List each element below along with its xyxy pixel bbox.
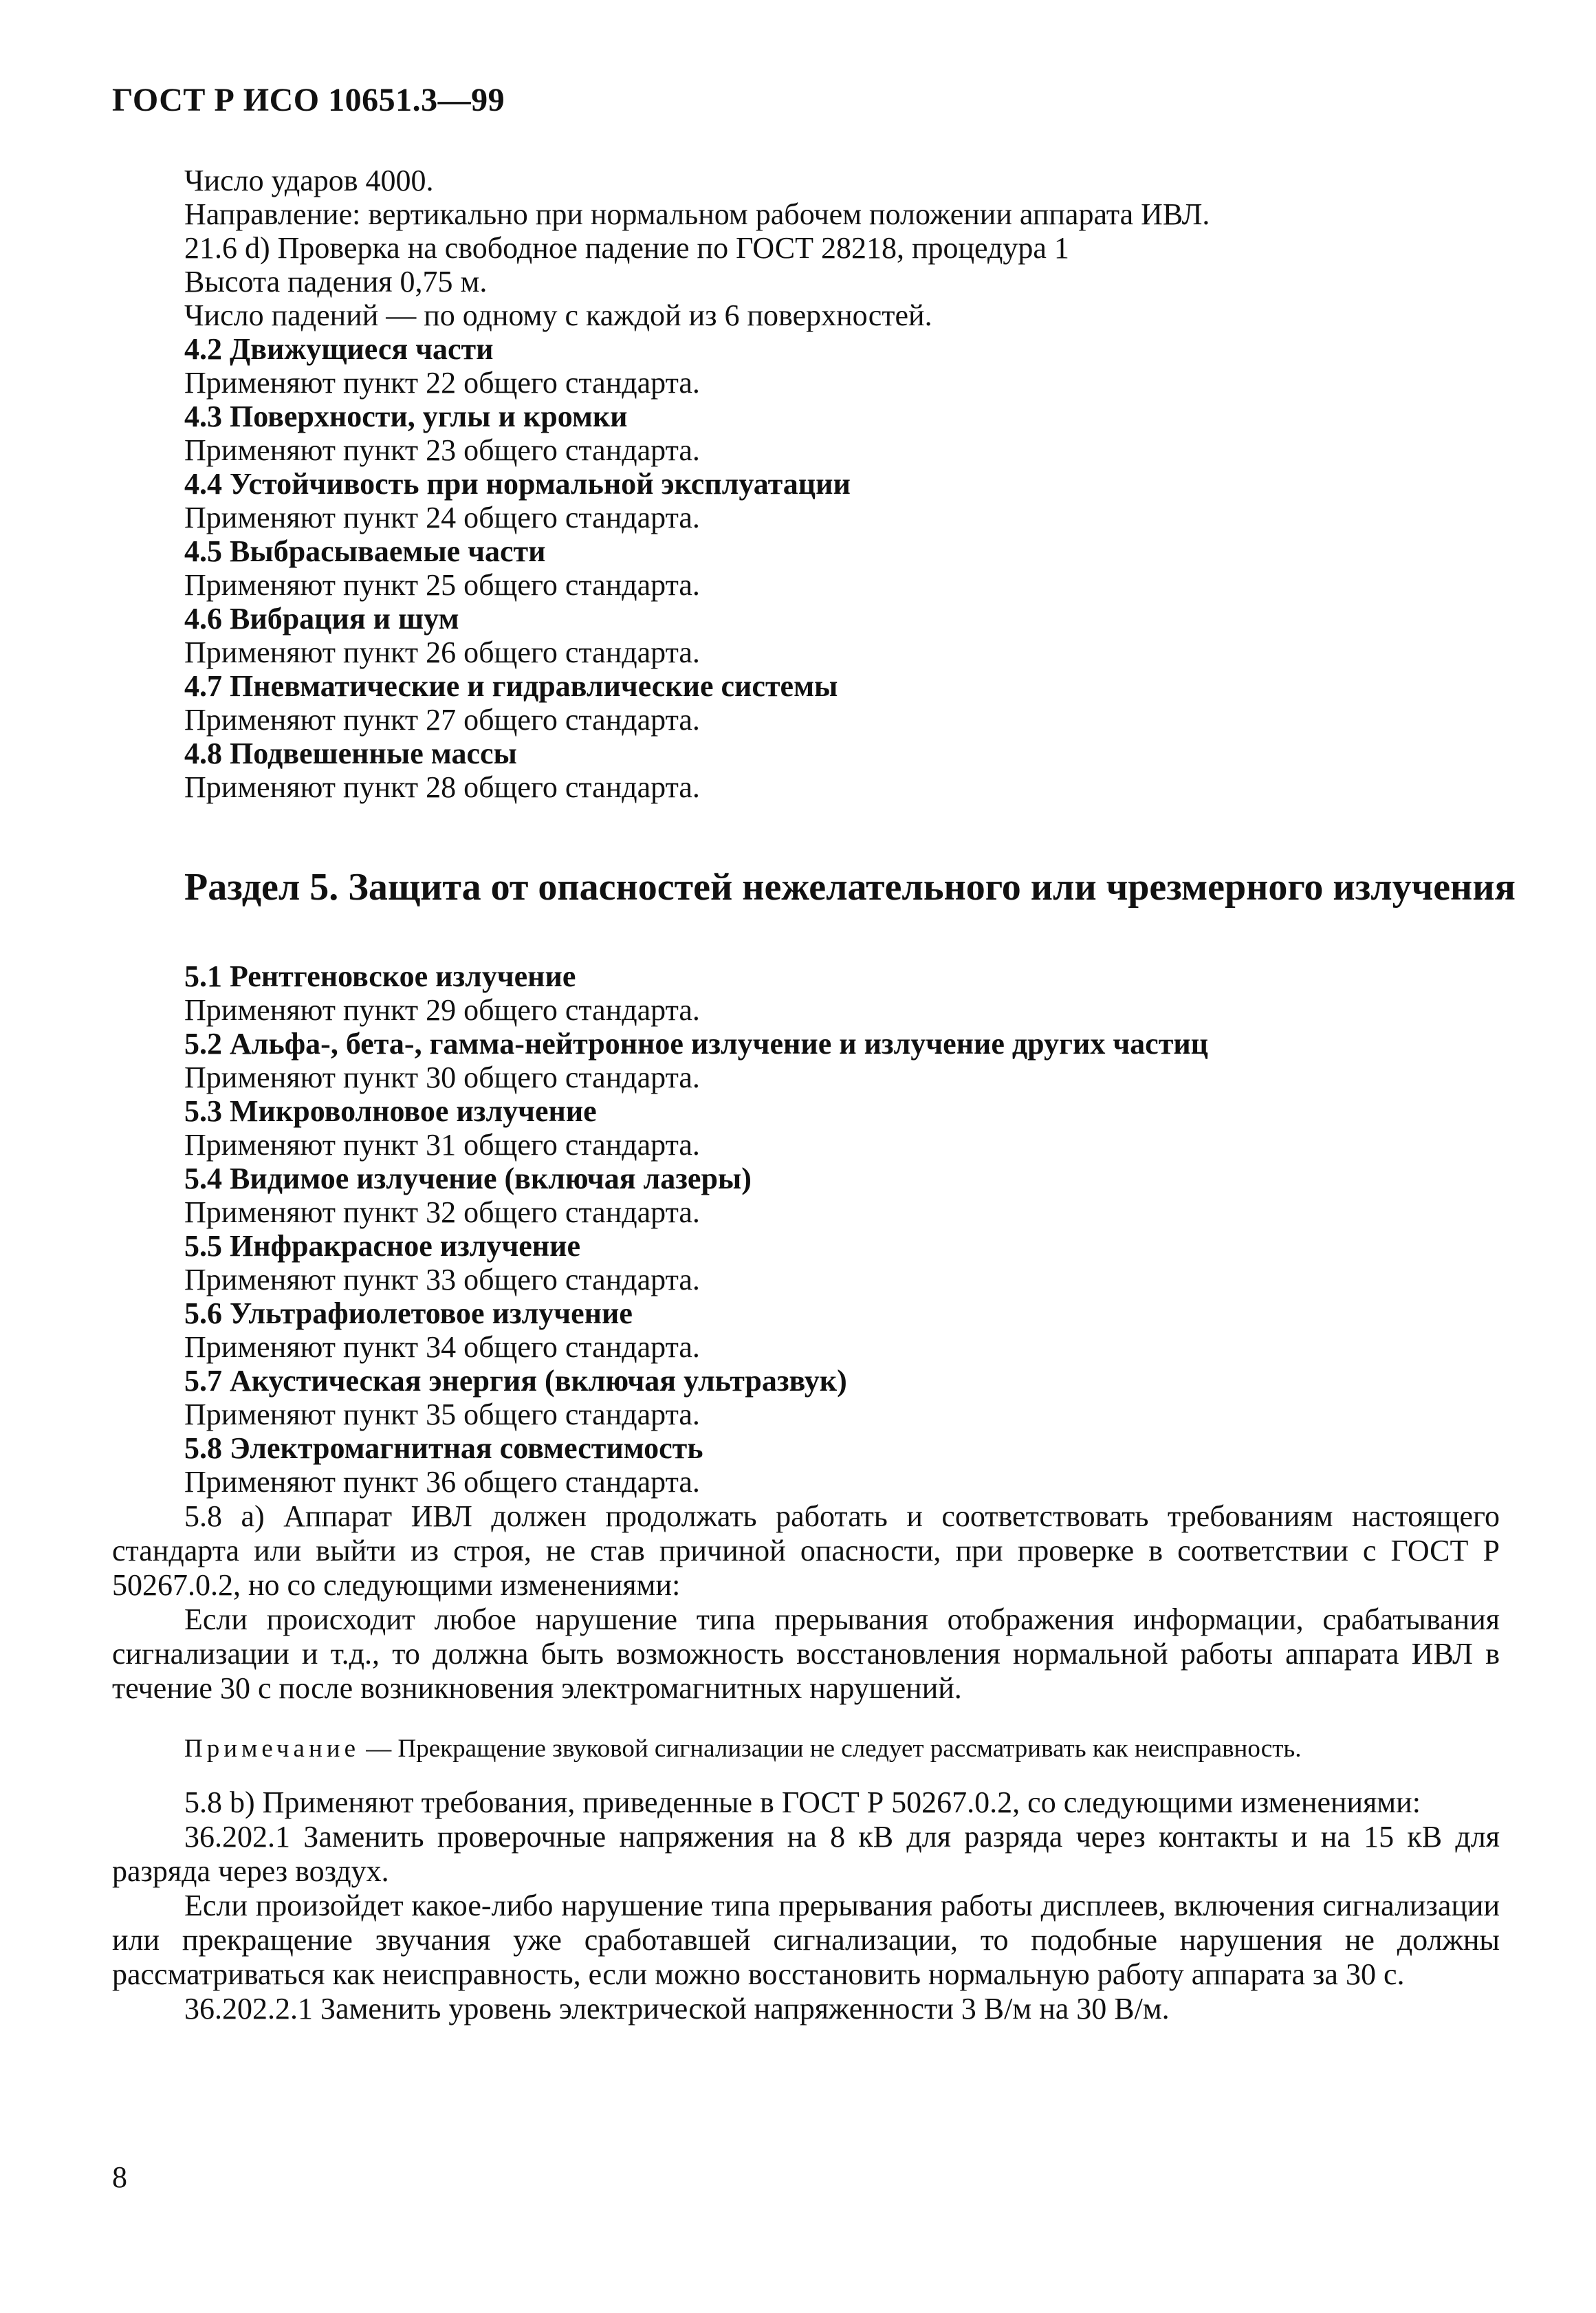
text-line: Применяют пункт 33 общего стандарта. xyxy=(184,1263,700,1296)
paragraph-5-8-b: 5.8 b) Применяют требования, приведенные в ГОСТ Р 50267.0.2, со следующими изменениями: xyxy=(184,1785,1421,1819)
paragraph-5-8-a: 5.8 а) Аппарат ИВЛ должен продолжать работать и соответствовать требованиям настоящего стандарта или выйти из строя, не став причиной опасности, при проверке в соответствии с ГОСТ Р 50267.0.2, но со следующими изменениями: xyxy=(112,1499,1500,1602)
subsection-heading: 5.1 Рентгеновское излучение xyxy=(184,959,576,993)
paragraph-display-faults: Если произойдет какое-либо нарушение типа прерывания работы дисплеев, включения сигнализации или прекращение звучания уже сработавшей сигнализации, то подобные нарушения не должны рассматриваться как неисправность, если можно восстановить нормальную работу аппарата за 30 с. xyxy=(112,1889,1500,1991)
page-number: 8 xyxy=(112,2160,127,2194)
note xyxy=(112,1733,1500,1765)
subsection-heading: 5.3 Микроволновое излучение xyxy=(184,1094,597,1128)
text-line: Применяют пункт 29 общего стандарта. xyxy=(184,993,700,1027)
note-text: — Прекращение звуковой сигнализации не следует рассматривать как неисправность. xyxy=(360,1735,1302,1763)
text-line: Применяют пункт 30 общего стандарта. xyxy=(184,1061,700,1094)
text-line: Применяют пункт 34 общего стандарта. xyxy=(184,1330,700,1364)
text-line: Применяют пункт 22 общего стандарта. xyxy=(184,366,700,400)
subsection-heading: 5.2 Альфа-, бета-, гамма-нейтронное излучение и излучение других частиц xyxy=(184,1027,1209,1061)
subsection-heading: 5.8 Электромагнитная совместимость xyxy=(184,1431,703,1465)
text-line: Применяют пункт 28 общего стандарта. xyxy=(184,770,700,804)
subsection-heading: 5.7 Акустическая энергия (включая ультразвук) xyxy=(184,1364,847,1398)
subsection-heading: 4.3 Поверхности, углы и кромки xyxy=(184,400,628,433)
text-line: Применяют пункт 26 общего стандарта. xyxy=(184,636,700,669)
subsection-heading: 4.8 Подвешенные массы xyxy=(184,737,517,770)
paragraph-36-202-2-1: 36.202.2.1 Заменить уровень электрической напряженности 3 В/м на 30 В/м. xyxy=(184,1992,1170,2026)
text-line: Число ударов 4000. xyxy=(184,164,434,197)
document-header: ГОСТ Р ИСО 10651.3—99 xyxy=(112,82,505,118)
paragraph-5-8-a-cont: Если происходит любое нарушение типа прерывания отображения информации, срабатывания сигнализации и т.д., то должна быть возможность восстановления нормальной работы аппарата ИВЛ в течение 30 с после возникновения электромагнитных нарушений. xyxy=(112,1603,1500,1705)
subsection-heading: 5.4 Видимое излучение (включая лазеры) xyxy=(184,1162,752,1195)
text-line: Применяют пункт 32 общего стандарта. xyxy=(184,1195,700,1229)
paragraph-36-202-1: 36.202.1 Заменить проверочные напряжения на 8 кВ для разряда через контакты и на 15 кВ для разряда через воздух. xyxy=(112,1820,1500,1888)
subsection-heading: 5.6 Ультрафиолетовое излучение xyxy=(184,1296,633,1330)
text-line: Высота падения 0,75 м. xyxy=(184,265,488,298)
text-line: Направление: вертикально при нормальном рабочем положении аппарата ИВЛ. xyxy=(184,197,1210,231)
subsection-heading: 4.2 Движущиеся части xyxy=(184,332,494,366)
text-line: Применяют пункт 27 общего стандарта. xyxy=(184,703,700,737)
section-5-8-details xyxy=(112,1499,1500,2026)
text-line: Применяют пункт 25 общего стандарта. xyxy=(184,568,700,602)
text-line: Применяют пункт 23 общего стандарта. xyxy=(184,433,700,467)
subsection-heading: 4.6 Вибрация и шум xyxy=(184,602,459,636)
section-4-continuation xyxy=(184,164,1518,804)
subsection-heading: 5.5 Инфракрасное излучение xyxy=(184,1229,581,1263)
text-line: Применяют пункт 36 общего стандарта. xyxy=(184,1465,700,1499)
text-line: Применяют пункт 31 общего стандарта. xyxy=(184,1128,700,1162)
note-label: Примечание xyxy=(184,1735,360,1763)
subsection-heading: 4.4 Устойчивость при нормальной эксплуатации xyxy=(184,467,851,501)
section-5-title: Раздел 5. Защита от опасностей нежелательного или чрезмерного излучения xyxy=(184,866,1516,909)
subsection-heading: 4.5 Выбрасываемые части xyxy=(184,534,546,568)
text-line: Применяют пункт 24 общего стандарта. xyxy=(184,501,700,534)
section-5-items xyxy=(184,959,1518,1499)
subsection-heading: 4.7 Пневматические и гидравлические системы xyxy=(184,669,838,703)
text-line: Применяют пункт 35 общего стандарта. xyxy=(184,1398,700,1431)
text-line: 21.6 d) Проверка на свободное падение по ГОСТ 28218, процедура 1 xyxy=(184,231,1069,265)
text-line: Число падений — по одному с каждой из 6 поверхностей. xyxy=(184,298,932,332)
